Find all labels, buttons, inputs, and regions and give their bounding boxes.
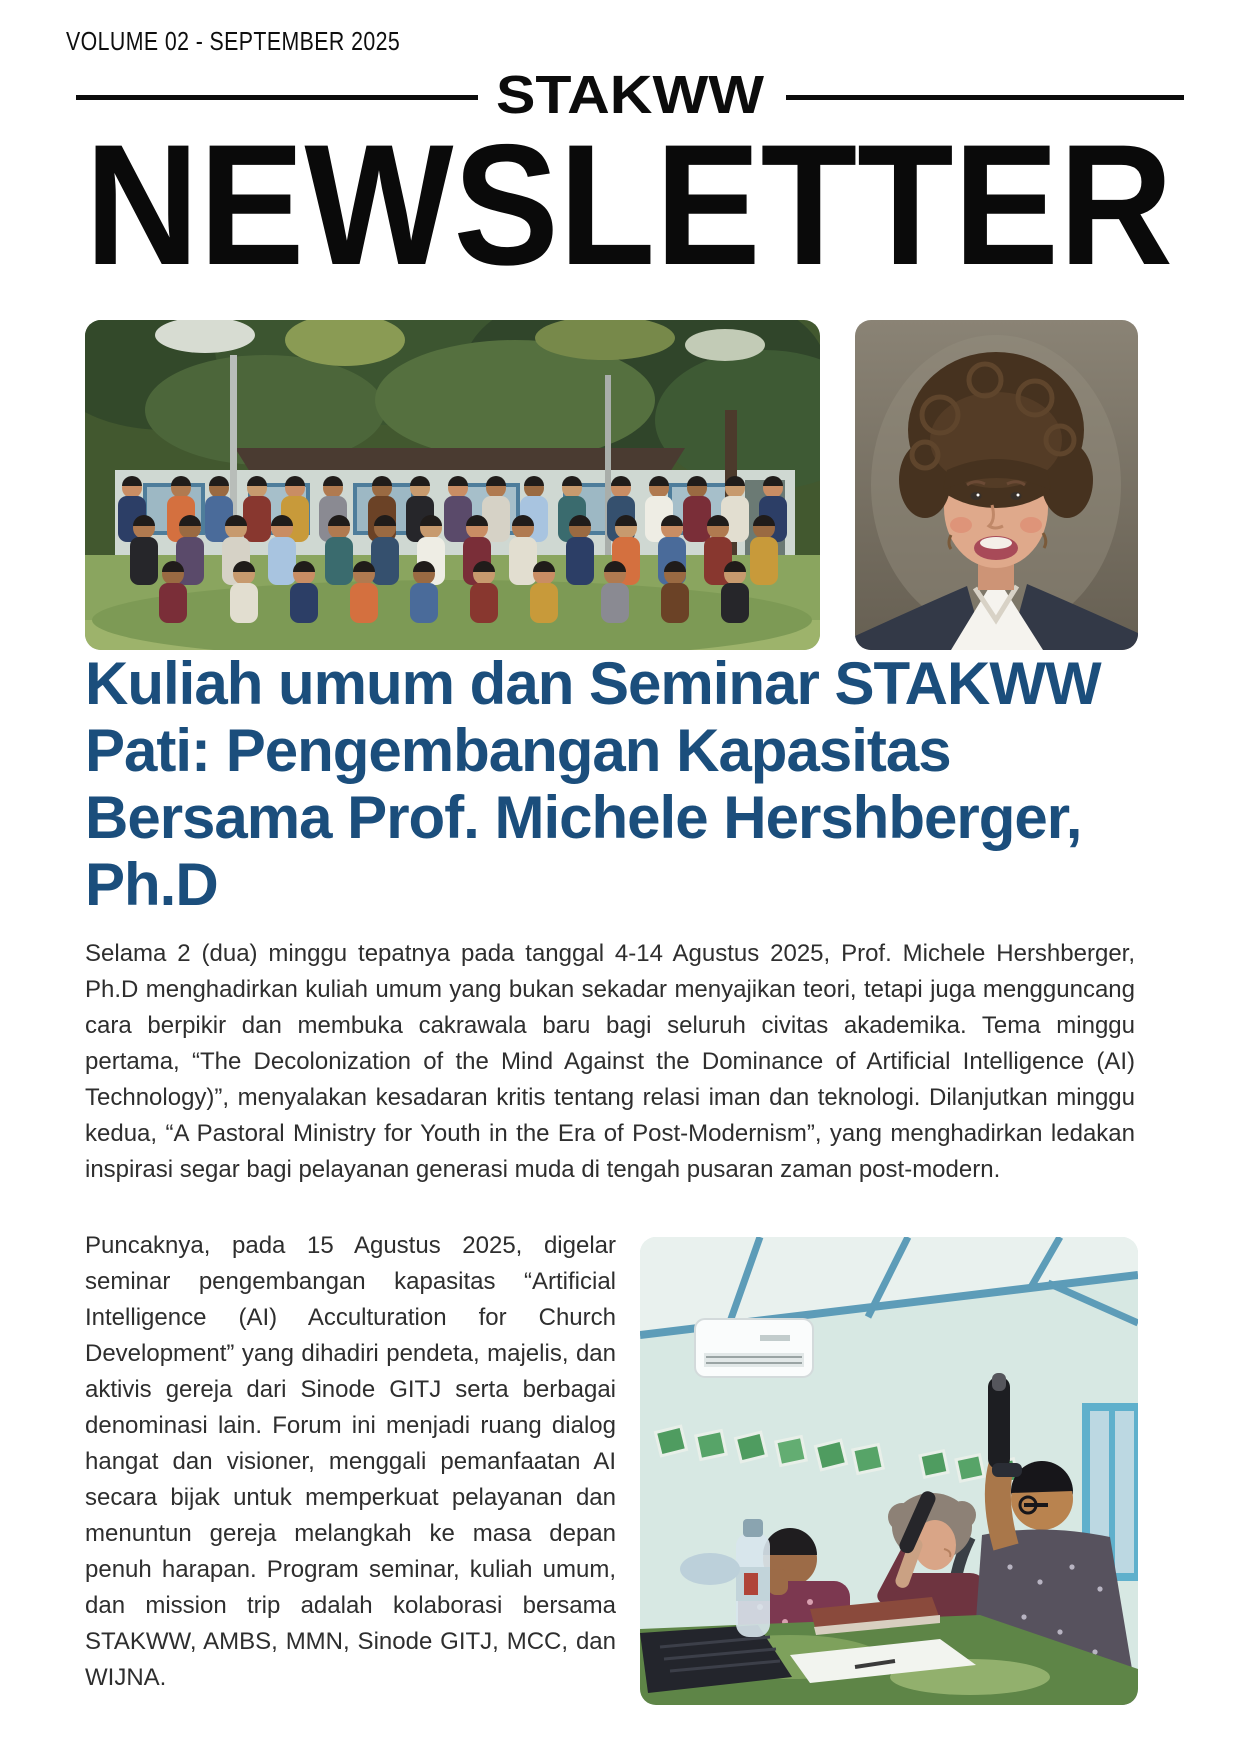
masthead-rule-right bbox=[786, 95, 1184, 100]
article-headline: Kuliah umum dan Seminar STAKWW Pati: Pengembangan Kapasitas Bersama Prof. Michele Hershberger, Ph.D bbox=[85, 650, 1101, 918]
masthead-title-text: NEWSLETTER bbox=[85, 109, 1173, 301]
masthead-rule-left bbox=[76, 95, 478, 100]
article-section-2 bbox=[85, 1228, 1138, 1711]
article-paragraph-1: Selama 2 (dua) minggu tepatnya pada tanggal 4-14 Agustus 2025, Prof. Michele Hershberger, Ph.D menghadirkan kuliah umum yang bukan sekadar menyajikan teori, tetapi juga mengguncang cara berpikir dan membuka cakrawala baru bagi seluruh civitas akademika. Tema minggu pertama, “The Decolonization of the Mind Against the Dominance of Artificial Intelligence (AI) Technology)”, menyalakan kesadaran kritis tentang relasi iman dan teknologi. Dilanjutkan minggu kedua, “A Pastoral Ministry for Youth in the Era of Post-Modernism”, yang menghadirkan ledakan inspirasi segar bagi pelayanan generasi muda di tengah pusaran zaman post-modern. bbox=[85, 940, 1135, 1183]
article-paragraph-2: Puncaknya, pada 15 Agustus 2025, digelar seminar pengembangan kapasitas “Artificial Intelligence (AI) Acculturation for Church Development” yang dihadiri pendeta, majelis, dan aktivis gereja dari Sinode GITJ serta berbagai denominasi lain. Forum ini menjadi ruang dialog hangat dan visioner, menggali pemanfaatan AI secara bijak untuk memperkuat pelayanan dan menuntun gereja melangkah ke masa depan penuh harapan. Program seminar, kuliah umum, dan mission trip adalah kolaborasi bersama STAKWW, AMBS, MMN, Sinode GITJ, MCC, dan WIJNA. bbox=[85, 1232, 616, 1691]
seminar-photo bbox=[640, 1237, 1138, 1705]
volume-date-line: VOLUME 02 - SEPTEMBER 2025 bbox=[66, 26, 401, 56]
brand-text: STAKWW bbox=[496, 65, 765, 125]
masthead-title bbox=[76, 109, 1182, 301]
portrait-photo bbox=[855, 320, 1138, 650]
group-photo bbox=[85, 320, 820, 650]
